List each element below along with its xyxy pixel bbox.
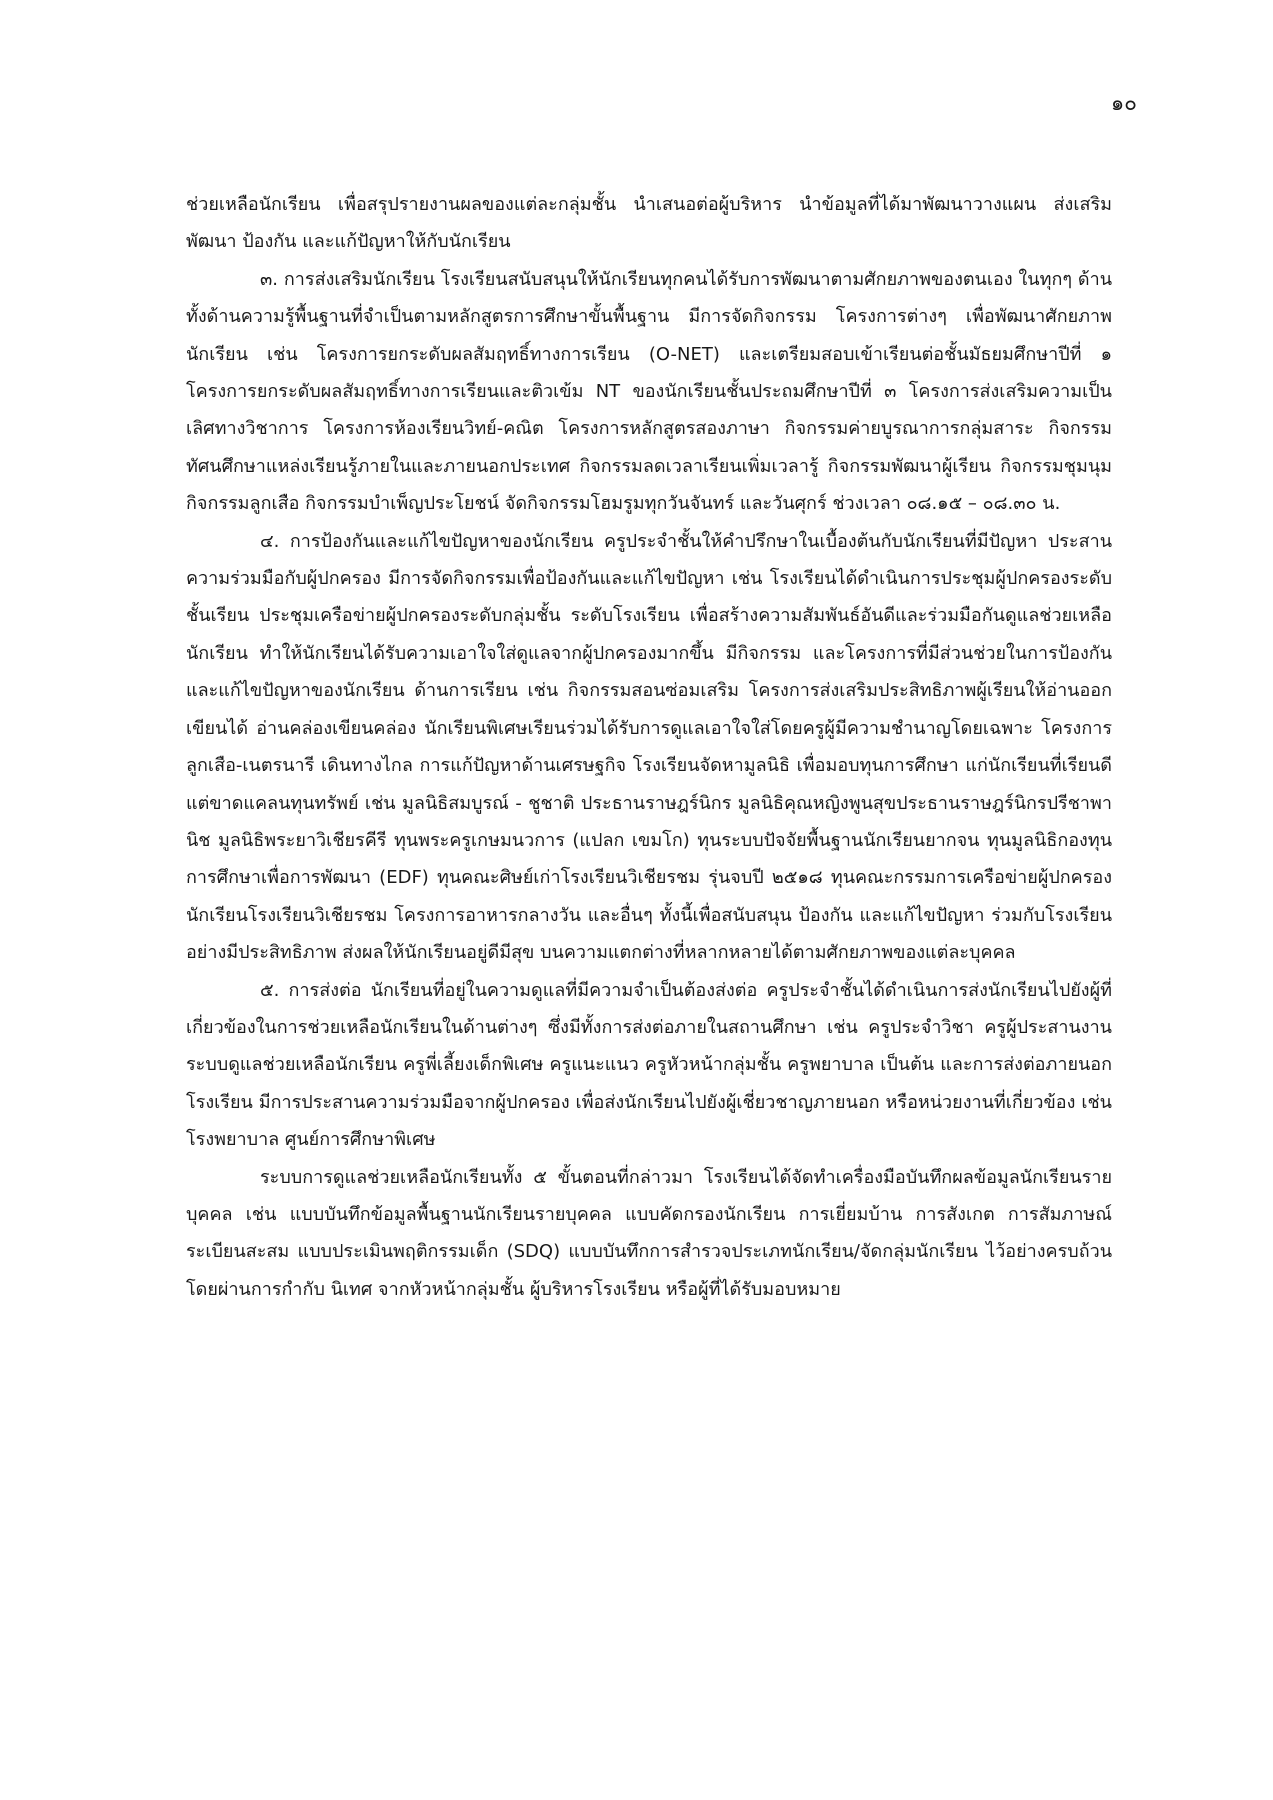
page-number: ๑๐: [1110, 91, 1137, 115]
paragraph-recording-tools: ระบบการดูแลช่วยเหลือนักเรียนทั้ง ๕ ขั้นตอนที่กล่าวมา โรงเรียนได้จัดทำเครื่องมือบันทึกผลข้อมูลนักเรียนรายบุคคล เช่น แบบบันทึกข้อมูลพื้นฐานนักเรียนรายบุคคล แบบคัดกรองนักเรียน การเยี่ยมบ้าน การสังเกต การสัมภาษณ์ ระเบียนสะสม แบบประเมินพฤติกรรมเด็ก (SDQ) แบบบันทึกการสำรวจประเภทนักเรียน/จัดกลุ่มนักเรียน ไว้อย่างครบถ้วน โดยผ่านการกำกับ นิเทศ จากหัวหน้ากลุ่มชั้น ผู้บริหารโรงเรียน หรือผู้ที่ได้รับมอบหมาย: [186, 1166, 1112, 1300]
paragraph-problem-prevention: ๔. การป้องกันและแก้ไขปัญหาของนักเรียน ครูประจำชั้นให้คำปรึกษาในเบื้องต้นกับนักเรียนที่มีปัญหา ประสานความร่วมมือกับผู้ปกครอง มีการจัดกิจกรรมเพื่อป้องกันและแก้ไขปัญหา เช่น โรงเรียนได้ดำเนินการประชุมผู้ปกครองระดับชั้นเรียน ประชุมเครือข่ายผู้ปกครองระดับกลุ่มชั้น ระดับโรงเรียน เพื่อสร้างความสัมพันธ์อันดีและร่วมมือกันดูแลช่วยเหลือนักเรียน ทำให้นักเรียนได้รับความเอาใจใส่ดูแลจากผู้ปกครองมากขึ้น มีกิจกรรม และโครงการที่มีส่วนช่วยในการป้องกัน และแก้ไขปัญหาของนักเรียน ด้านการเรียน เช่น กิจกรรมสอนซ่อมเสริม โครงการส่งเสริมประสิทธิภาพผู้เรียนให้อ่านออกเขียนได้ อ่านคล่องเขียนคล่อง นักเรียนพิเศษเรียนร่วมได้รับการดูแลเอาใจใส่โดยครูผู้มีความชำนาญโดยเฉพาะ โครงการลูกเสือ-เนตรนารี เดินทางไกล การแก้ปัญหาด้านเศรษฐกิจ โรงเรียนจัดหามูลนิธิ เพื่อมอบทุนการศึกษา แก่นักเรียนที่เรียนดีแต่ขาดแคลนทุนทรัพย์ เช่น มูลนิธิสมบูรณ์ - ชูชาติ ประธานราษฎร์นิกร มูลนิธิคุณหญิงพูนสุขประธานราษฎร์นิกรปรีชาพานิช มูลนิธิพระยาวิเชียรคีรี ทุนพระครูเกษมนวการ (แปลก เขมโก) ทุนระบบปัจจัยพื้นฐานนักเรียนยากจน ทุนมูลนิธิกองทุนการศึกษาเพื่อการพัฒนา (EDF) ทุนคณะศิษย์เก่าโรงเรียนวิเชียรชม รุ่นจบปี ๒๕๑๘ ทุนคณะกรรมการเครือข่ายผู้ปกครองนักเรียนโรงเรียนวิเชียรชม โครงการอาหารกลางวัน และอื่นๆ ทั้งนี้เพื่อสนับสนุน ป้องกัน และแก้ไขปัญหา ร่วมกับโรงเรียนอย่างมีประสิทธิภาพ ส่งผลให้นักเรียนอยู่ดีมีสุข บนความแตกต่างที่หลากหลายได้ตามศักยภาพของแต่ละบุคคล: [186, 530, 1112, 964]
paragraph-student-promotion: ๓. การส่งเสริมนักเรียน โรงเรียนสนับสนุนให้นักเรียนทุกคนได้รับการพัฒนาตามศักยภาพของตนเอง ในทุกๆ ด้าน ทั้งด้านความรู้พื้นฐานที่จำเป็นตามหลักสูตรการศึกษาขั้นพื้นฐาน มีการจัดกิจกรรม โครงการต่างๆ เพื่อพัฒนาศักยภาพนักเรียน เช่น โครงการยกระดับผลสัมฤทธิ์ทางการเรียน (O-NET) และเตรียมสอบเข้าเรียนต่อชั้นมัธยมศึกษาปีที่ ๑ โครงการยกระดับผลสัมฤทธิ์ทางการเรียนและติวเข้ม NT ของนักเรียนชั้นประถมศึกษาปีที่ ๓ โครงการส่งเสริมความเป็นเลิศทางวิชาการ โครงการห้องเรียนวิทย์-คณิต โครงการหลักสูตรสองภาษา กิจกรรมค่ายบูรณาการกลุ่มสาระ กิจกรรมทัศนศึกษาแหล่งเรียนรู้ภายในและภายนอกประเทศ กิจกรรมลดเวลาเรียนเพิ่มเวลารู้ กิจกรรมพัฒนาผู้เรียน กิจกรรมชุมนุม กิจกรรมลูกเสือ กิจกรรมบำเพ็ญประโยชน์ จัดกิจกรรมโฮมรูมทุกวันจันทร์ และวันศุกร์ ช่วงเวลา ๐๘.๑๕ – ๐๘.๓๐ น.: [186, 268, 1112, 515]
paragraph-student-assistance-summary: ช่วยเหลือนักเรียน เพื่อสรุปรายงานผลของแต่ละกลุ่มชั้น นำเสนอต่อผู้บริหาร นำข้อมูลที่ได้มาพัฒนาวางแผน ส่งเสริม พัฒนา ป้องกัน และแก้ปัญหาให้กับนักเรียน: [186, 194, 1112, 253]
body-text: [186, 186, 1112, 1308]
paragraph-student-referral: ๕. การส่งต่อ นักเรียนที่อยู่ในความดูแลที่มีความจำเป็นต้องส่งต่อ ครูประจำชั้นได้ดำเนินการส่งนักเรียนไปยังผู้ที่เกี่ยวข้องในการช่วยเหลือนักเรียนในด้านต่างๆ ซึ่งมีทั้งการส่งต่อภายในสถานศึกษา เช่น ครูประจำวิชา ครูผู้ประสานงานระบบดูแลช่วยเหลือนักเรียน ครูพี่เลี้ยงเด็กพิเศษ ครูแนะแนว ครูหัวหน้ากลุ่มชั้น ครูพยาบาล เป็นต้น และการส่งต่อภายนอกโรงเรียน มีการประสานความร่วมมือจากผู้ปกครอง เพื่อส่งนักเรียนไปยังผู้เชี่ยวชาญภายนอก หรือหน่วยงานที่เกี่ยวข้อง เช่น โรงพยาบาล ศูนย์การศึกษาพิเศษ: [186, 979, 1112, 1151]
